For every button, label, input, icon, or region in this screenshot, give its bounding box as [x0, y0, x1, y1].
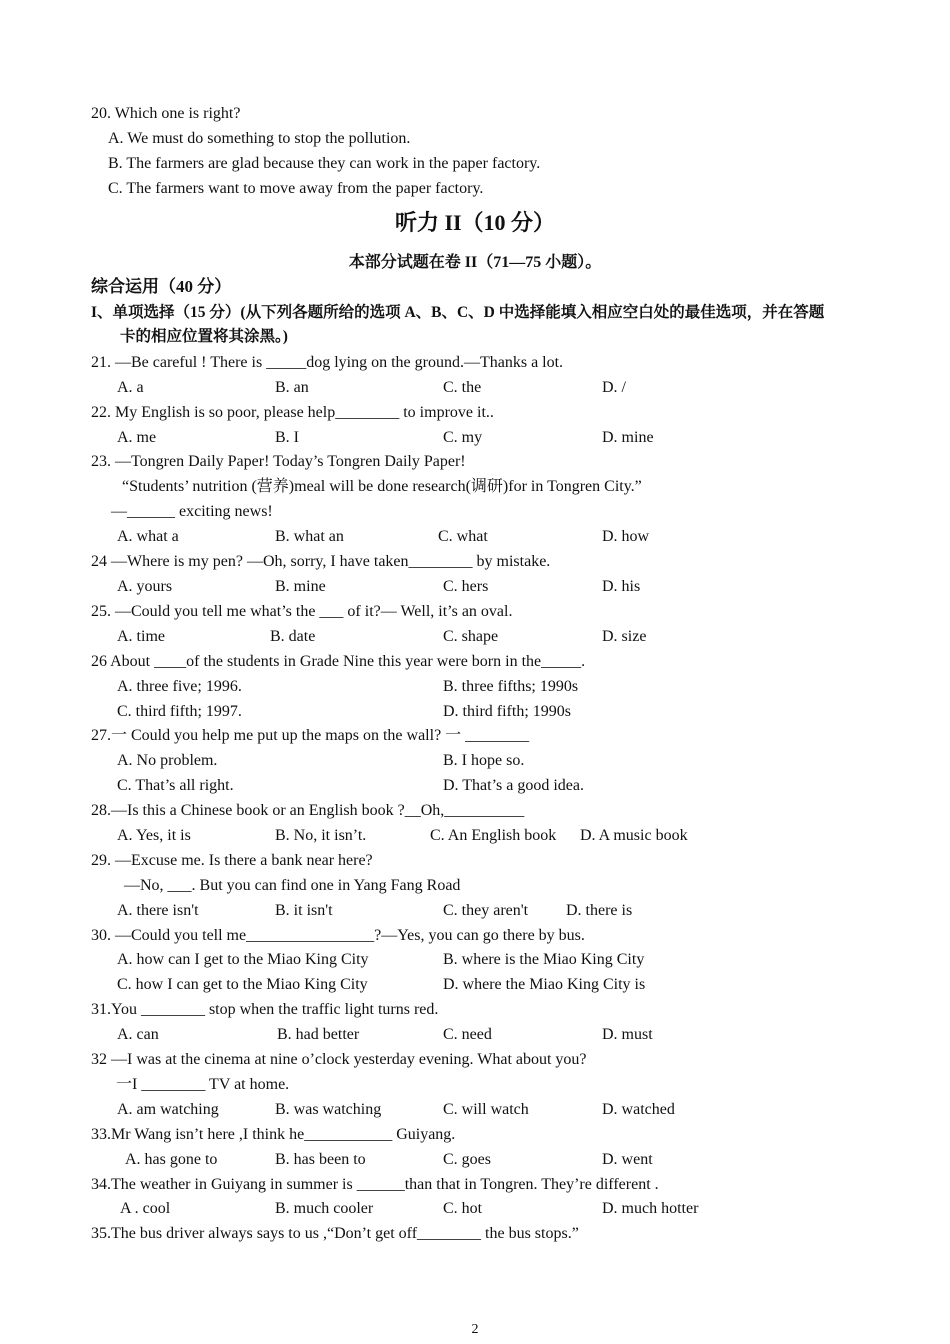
q32-line2: 一I ________ TV at home. [116, 1076, 290, 1093]
q23-option-c: C. what [438, 528, 488, 545]
q30-stem: 30. —Could you tell me________________?—Yes, you can go there by bus. [91, 927, 585, 944]
q29-option-d: D. there is [566, 902, 633, 919]
part1-instructions-line1: I、单项选择（15 分）(从下列各题所给的选项 A、B、C、D 中选择能填入相应空白处的最佳选项，并在答题 [91, 304, 825, 321]
q21-option-c: C. the [443, 379, 482, 396]
q31-option-b: B. had better [277, 1026, 360, 1043]
q25-option-b: B. date [270, 628, 316, 645]
q26-option-c: C. third fifth; 1997. [117, 703, 242, 720]
q33-option-d: D. went [602, 1151, 653, 1168]
q24-option-d: D. his [602, 578, 641, 595]
q24-stem: 24 —Where is my pen? —Oh, sorry, I have taken________ by mistake. [91, 553, 551, 570]
q32-option-c: C. will watch [443, 1101, 529, 1118]
q32-option-a: A. am watching [117, 1101, 219, 1118]
q25-stem: 25. —Could you tell me what’s the ___ of it?— Well, it’s an oval. [91, 603, 513, 620]
q33-stem: 33.Mr Wang isn’t here ,I think he___________ Guiyang. [91, 1126, 456, 1143]
q31-option-a: A. can [117, 1026, 159, 1043]
q22-stem: 22. My English is so poor, please help________ to improve it.. [91, 404, 494, 421]
q22-option-b: B. I [275, 429, 299, 446]
q20-stem: 20. Which one is right? [91, 105, 241, 122]
q30-option-a: A. how can I get to the Miao King City [117, 951, 369, 968]
q24-option-c: C. hers [443, 578, 489, 595]
q23-line2: “Students’ nutrition (营养)meal will be done research(调研)for in Tongren City.” [122, 478, 642, 495]
q29-line2: —No, ___. But you can find one in Yang Fang Road [124, 877, 461, 894]
q29-option-a: A. there isn't [117, 902, 199, 919]
q32-option-b: B. was watching [275, 1101, 382, 1118]
q23-option-b: B. what an [275, 528, 344, 545]
q34-stem: 34.The weather in Guiyang in summer is ______than that in Tongren. They’re different . [91, 1176, 659, 1193]
q28-option-d: D. A music book [580, 827, 688, 844]
q34-option-c: C. hot [443, 1200, 483, 1217]
section-title: 综合运用（40 分） [91, 277, 232, 296]
q34-option-a: A . cool [120, 1200, 171, 1217]
q33-option-c: C. goes [443, 1151, 491, 1168]
q28-option-a: A. Yes, it is [117, 827, 191, 844]
q20-option-b: B. The farmers are glad because they can work in the paper factory. [108, 155, 541, 172]
q34-option-b: B. much cooler [275, 1200, 374, 1217]
q31-stem: 31.You ________ stop when the traffic light turns red. [91, 1001, 439, 1018]
q23-stem: 23. —Tongren Daily Paper! Today’s Tongren Daily Paper! [91, 453, 466, 470]
q21-option-b: B. an [275, 379, 309, 396]
q35-stem: 35.The bus driver always says to us ,“Don’t get off________ the bus stops.” [91, 1225, 579, 1242]
q22-option-c: C. my [443, 429, 483, 446]
q30-option-b: B. where is the Miao King City [443, 951, 645, 968]
q24-option-a: A. yours [117, 578, 173, 595]
q29-option-c: C. they aren't [443, 902, 529, 919]
q20-option-a: A. We must do something to stop the pollution. [108, 130, 411, 147]
q27-stem: 27.一 Could you help me put up the maps on the wall? 一 ________ [91, 727, 530, 744]
q26-option-d: D. third fifth; 1990s [443, 703, 571, 720]
q20-option-c: C. The farmers want to move away from the paper factory. [108, 180, 484, 197]
q23-option-d: D. how [602, 528, 650, 545]
q33-option-b: B. has been to [275, 1151, 366, 1168]
q27-option-d: D. That’s a good idea. [443, 777, 585, 794]
q31-option-c: C. need [443, 1026, 492, 1043]
q29-option-b: B. it isn't [275, 902, 333, 919]
q26-option-a: A. three five; 1996. [117, 678, 242, 695]
q30-option-d: D. where the Miao King City is [443, 976, 646, 993]
q34-option-d: D. much hotter [602, 1200, 699, 1217]
q31-option-d: D. must [602, 1026, 653, 1043]
q23-option-a: A. what a [117, 528, 179, 545]
listening2-note: 本部分试题在卷 II（71—75 小题）。 [348, 254, 602, 271]
q22-option-d: D. mine [602, 429, 654, 446]
q24-option-b: B. mine [275, 578, 326, 595]
page-number: 2 [471, 1322, 479, 1337]
part1-instructions-line2: 卡的相应位置将其涂黑。) [120, 328, 288, 345]
q21-option-a: A. a [117, 379, 144, 396]
q32-stem: 32 —I was at the cinema at nine o’clock yesterday evening. What about you? [91, 1051, 587, 1068]
q25-option-d: D. size [602, 628, 647, 645]
q27-option-a: A. No problem. [117, 752, 218, 769]
listening2-title: 听力 II（10 分） [394, 210, 556, 235]
q29-stem: 29. —Excuse me. Is there a bank near here? [91, 852, 373, 869]
q28-option-c: C. An English book [430, 827, 557, 844]
q32-option-d: D. watched [602, 1101, 675, 1118]
q21-stem: 21. —Be careful ! There is _____dog lying on the ground.—Thanks a lot. [91, 354, 564, 371]
q21-option-d: D. / [602, 379, 626, 396]
q27-option-c: C. That’s all right. [117, 777, 234, 794]
q30-option-c: C. how I can get to the Miao King City [117, 976, 368, 993]
q28-option-b: B. No, it isn’t. [275, 827, 367, 844]
q27-option-b: B. I hope so. [443, 752, 525, 769]
q25-option-c: C. shape [443, 628, 499, 645]
q26-stem: 26 About ____of the students in Grade Nine this year were born in the_____. [91, 653, 586, 670]
q22-option-a: A. me [117, 429, 157, 446]
q28-stem: 28.—Is this a Chinese book or an English book ?__Oh,__________ [91, 802, 525, 819]
q25-option-a: A. time [117, 628, 165, 645]
q23-line3: —______ exciting news! [111, 503, 273, 520]
q26-option-b: B. three fifths; 1990s [443, 678, 579, 695]
q33-option-a: A. has gone to [125, 1151, 218, 1168]
